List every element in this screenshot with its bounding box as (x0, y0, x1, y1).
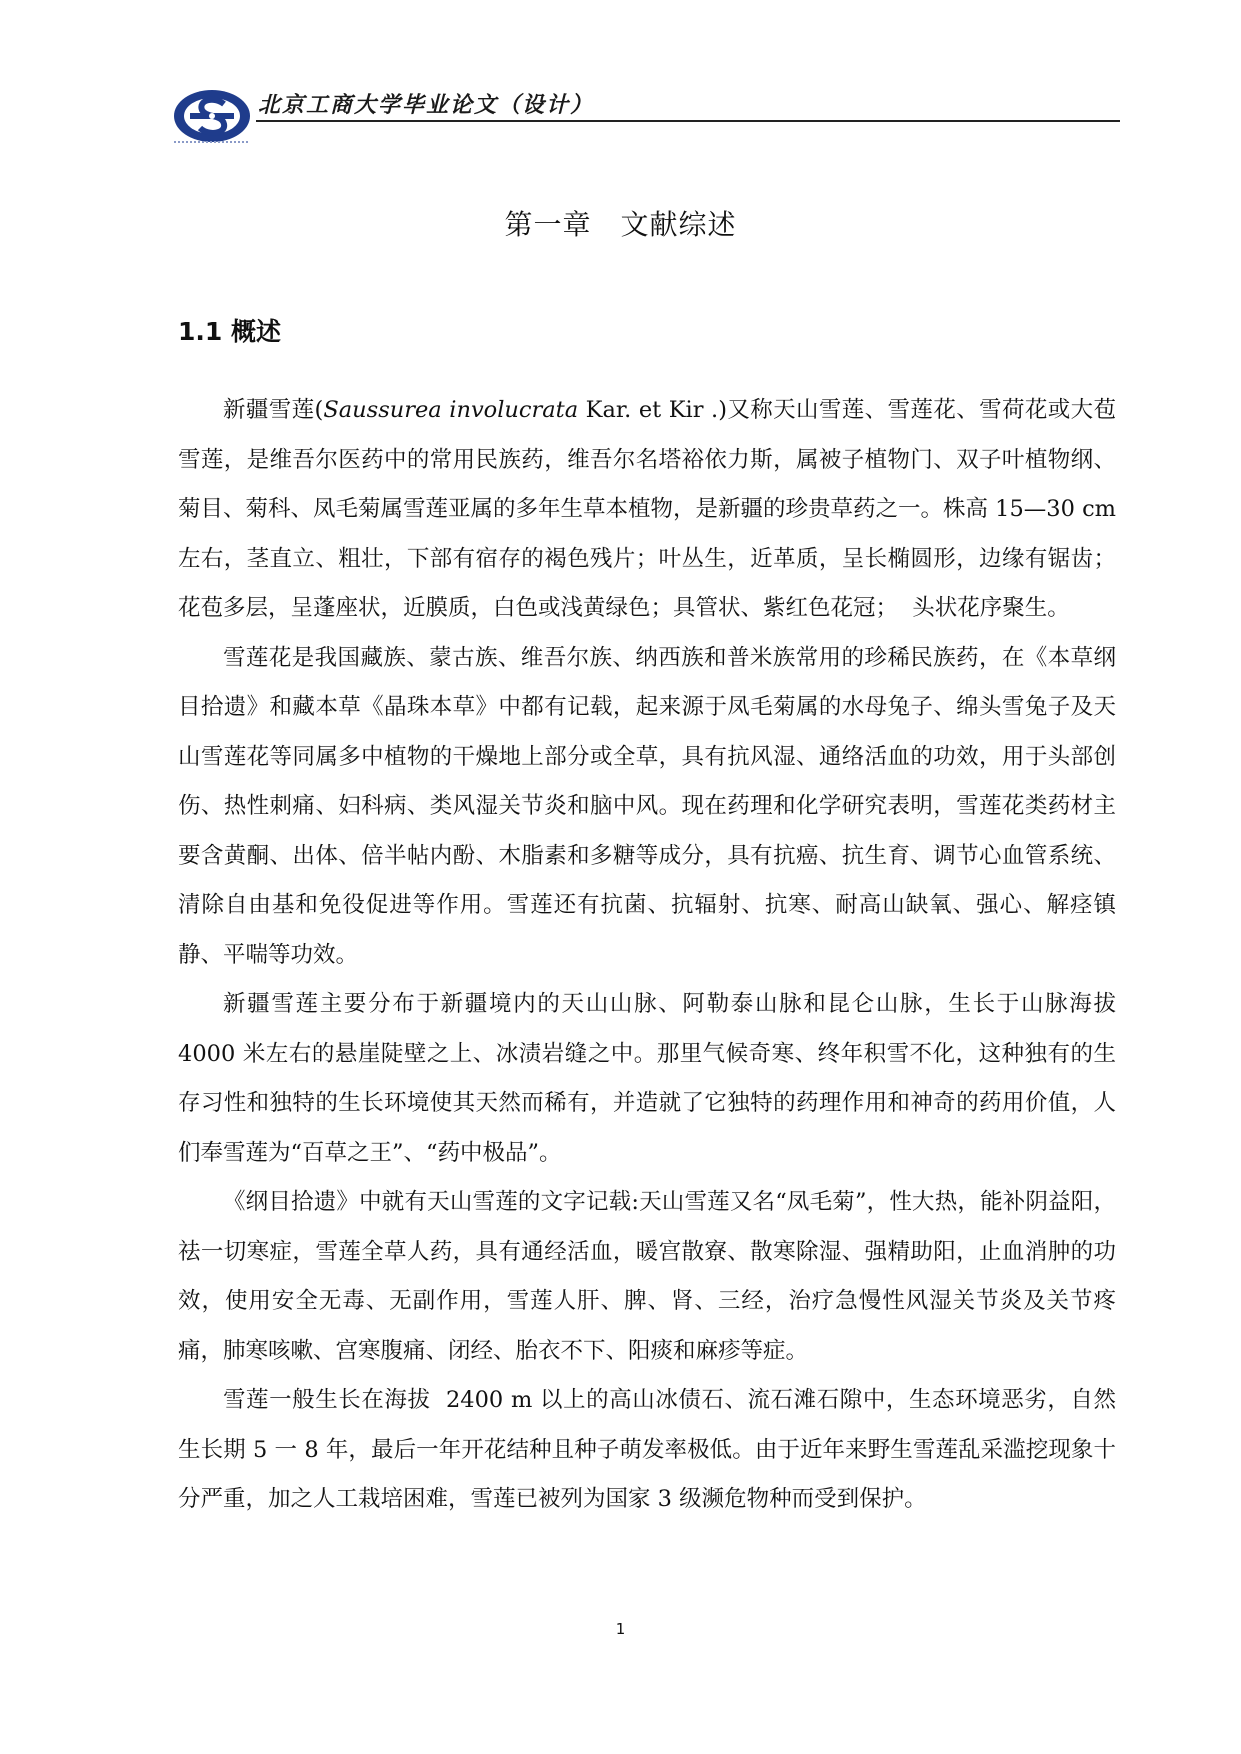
section-title: 1.1 概述 (178, 317, 281, 346)
university-logo (170, 86, 254, 152)
p1-text-after: Kar. et Kir .)又称天山雪莲、雪莲花、雪荷花或大苞雪莲，是维吾尔医药中的常用民族药，维吾尔名塔裕依力斯，属被子植物门、双子叶植物纲、菊目、菊科、凤毛菊属雪莲亚属的多年生草本植物，是新疆的珍贵草药之一。株高 15—30 cm 左右，茎直立、粗壮，下部有宿存的褐色残片；叶丛生，近革质，呈长椭圆形，边缘有锯齿；花苞多层，呈蓬座状，近膜质，白色或浅黄绿色；具管状、紫红色花冠； 头状花序聚生。 (178, 397, 1124, 621)
paragraph-4: 《纲目拾遗》中就有天山雪莲的文字记载:天山雪莲又名“凤毛菊”，性大热，能补阴益阳，祛一切寒症，雪莲全草人药，具有通经活血，暖宫散寮、散寒除湿、强精助阳，止血消肿的功效，使用安全无毒、无副作用，雪莲人肝、脾、肾、三经，治疗急慢性风湿关节炎及关节疼痛，肺寒咳嗽、宫寒腹痛、闭经、胎衣不下、阳痰和麻疹等症。 (178, 1189, 1116, 1364)
page-header (170, 80, 1120, 140)
body-text (178, 386, 1124, 1525)
paragraph-5: 雪莲一般生长在海拔 2400 m 以上的高山冰债石、流石滩石隙中，生态环境恶劣，自然生长期 5 一 8 年，最后一年开花结种且种子萌发率极低。由于近年来野生雪莲乱采滥挖现象十分严重，加之人工栽培困难，雪莲已被列为国家 3 级濒危物种而受到保护。 (178, 1387, 1116, 1512)
header-title: 北京工商大学毕业论文（设计） (258, 93, 595, 118)
chapter-title: 第一章 文献综述 (504, 208, 737, 241)
paragraph-2: 雪莲花是我国藏族、蒙古族、维吾尔族、纳西族和普米族常用的珍稀民族药，在《本草纲目拾遗》和藏本草《晶珠本草》中都有记载，起来源于凤毛菊属的水母兔子、绵头雪兔子及天山雪莲花等同属多中植物的干燥地上部分或全草，具有抗风湿、通络活血的功效，用于头部创伤、热性刺痛、妇科病、类风湿关节炎和脑中风。现在药理和化学研究表明，雪莲花类药材主要含黄酮、出体、倍半帖内酚、木脂素和多糖等成分，具有抗癌、抗生育、调节心血管系统、清除自由基和免役促进等作用。雪莲还有抗菌、抗辐射、抗寒、耐高山缺氧、强心、解痉镇静、平喘等功效。 (178, 644, 1116, 968)
p1-text-before: 新疆雪莲( (223, 397, 324, 423)
page-number: 1 (615, 1620, 626, 1638)
header-divider (256, 120, 1120, 122)
paragraph-3: 新疆雪莲主要分布于新疆境内的天山山脉、阿勒泰山脉和昆仑山脉，生长于山脉海拔 4000 米左右的悬崖陡壁之上、冰渍岩缝之中。那里气候奇寒、终年积雪不化，这种独有的生存习性和独特的生长环境使其天然而稀有，并造就了它独特的药理作用和神奇的药用价值，人们奉雪莲为“百草之王”、“药中极品”。 (178, 991, 1124, 1166)
paragraph-1 (178, 386, 1124, 634)
p1-latin-name: Saussurea involucrata (323, 397, 579, 423)
